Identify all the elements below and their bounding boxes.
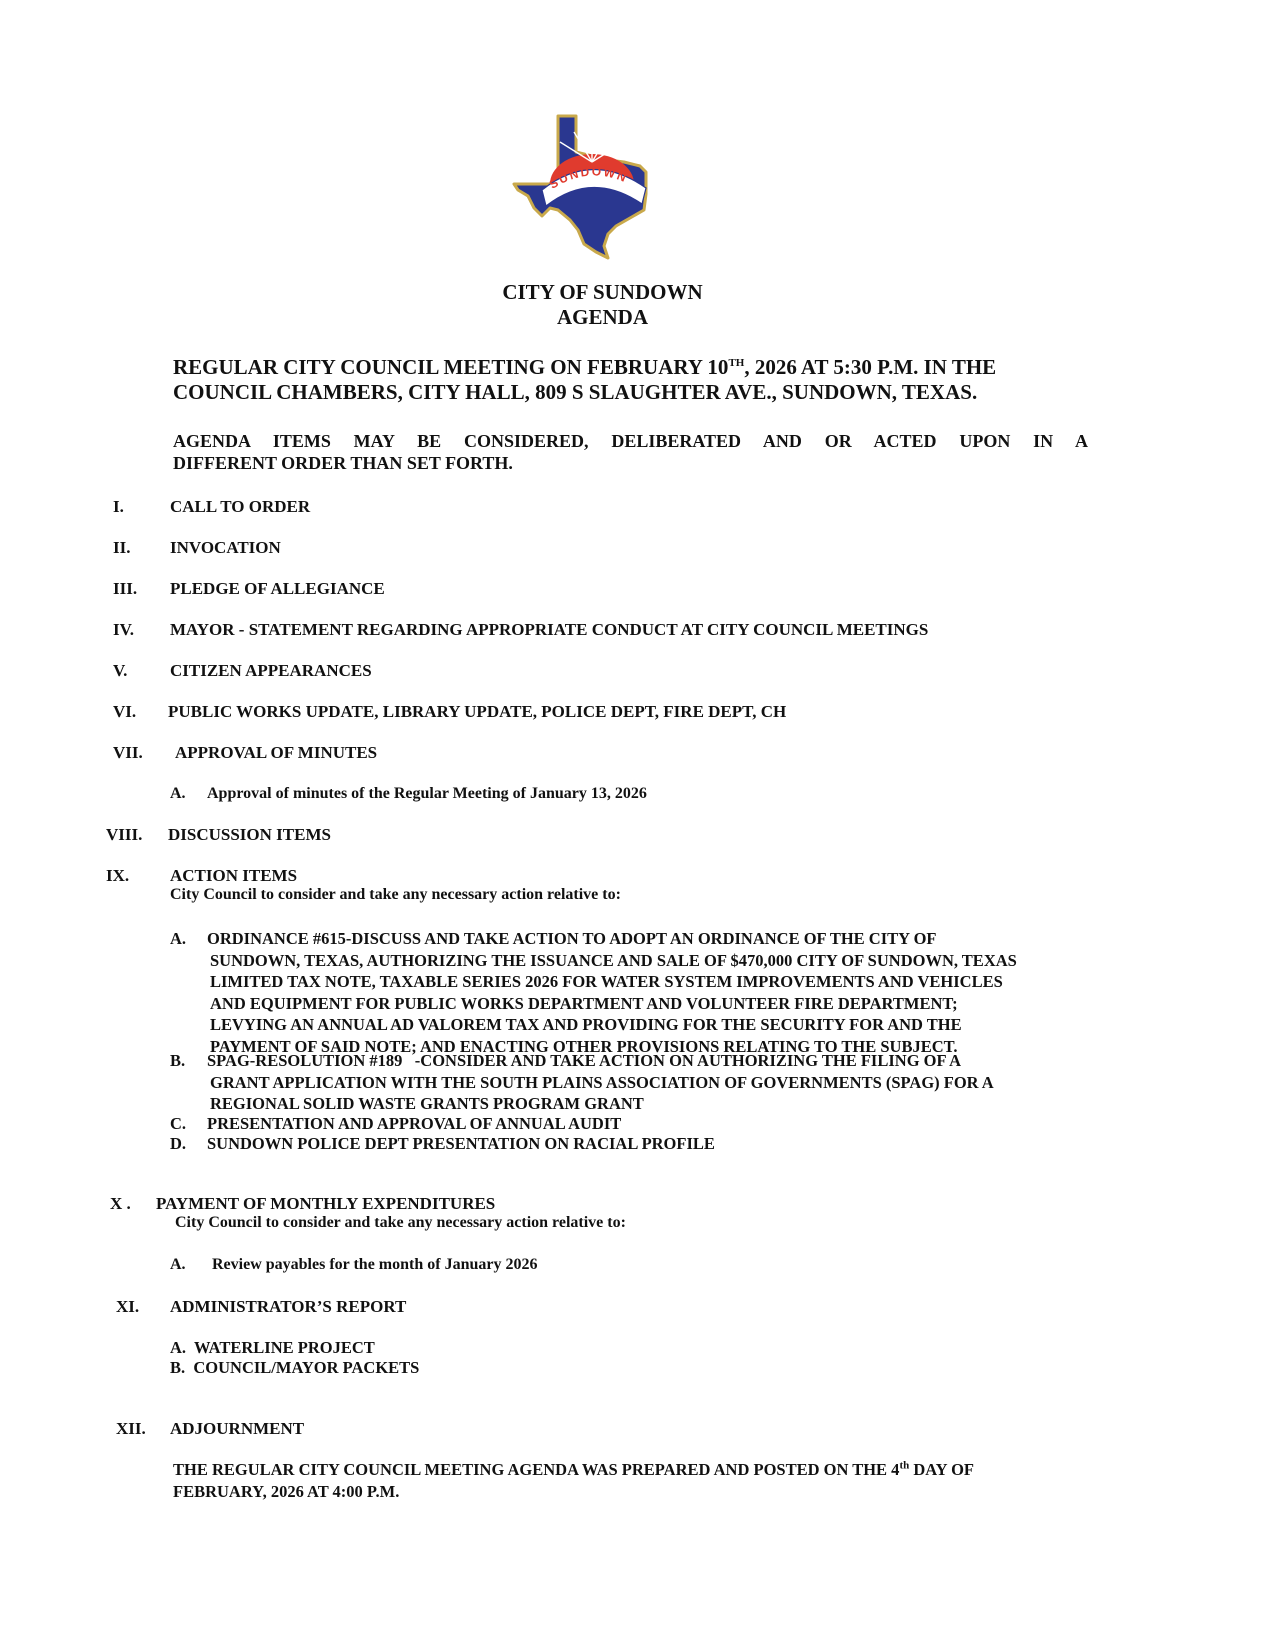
sub-letter: A. <box>170 929 187 948</box>
item-invocation: INVOCATION <box>170 538 281 557</box>
item-number: IX. <box>106 866 130 885</box>
meeting-line-1: REGULAR CITY COUNCIL MEETING ON FEBRUARY 10TH, 2026 AT 5:30 P.M. IN THE <box>173 355 997 379</box>
payables-review-item: Review payables for the month of January 2026 <box>212 1256 538 1273</box>
council-packets-item: B. COUNCIL/MAYOR PACKETS <box>170 1358 420 1377</box>
waterline-project-item: A. WATERLINE PROJECT <box>170 1338 375 1357</box>
city-logo <box>512 112 677 262</box>
item-number: VII. <box>113 743 143 762</box>
item-pledge: PLEDGE OF ALLEGIANCE <box>170 579 385 598</box>
annual-audit-item: PRESENTATION AND APPROVAL OF ANNUAL AUDIT <box>207 1114 622 1133</box>
item-number: IV. <box>113 620 134 639</box>
item-citizen-appearances: CITIZEN APPEARANCES <box>170 661 372 680</box>
racial-profile-item: SUNDOWN POLICE DEPT PRESENTATION ON RACIAL PROFILE <box>207 1134 715 1153</box>
item-number: X . <box>110 1194 131 1213</box>
item-call-to-order: CALL TO ORDER <box>170 497 311 516</box>
spag-resolution-text: SPAG-RESOLUTION #189 -CONSIDER AND TAKE ACTION ON AUTHORIZING THE FILING OF A GRANT APPLICATION WITH THE SOUTH PLAINS ASSOCIATION OF GOVERNMENTS (SPAG) FOR A REGIONAL SOLID WASTE GRANTS PROGRAM GRANT <box>207 1051 994 1113</box>
logo-text: SUNDOWN <box>546 164 630 192</box>
item-mayor-statement: MAYOR - STATEMENT REGARDING APPROPRIATE CONDUCT AT CITY COUNCIL MEETINGS <box>170 620 929 639</box>
item-monthly-expenditures: PAYMENT OF MONTHLY EXPENDITURES <box>156 1194 496 1213</box>
minutes-approval-item: Approval of minutes of the Regular Meeting of January 13, 2026 <box>207 785 647 802</box>
sub-letter: C. <box>170 1114 187 1133</box>
item-number: XII. <box>116 1419 146 1438</box>
item-adjournment: ADJOURNMENT <box>170 1419 305 1438</box>
sub-letter: B. <box>170 1051 186 1070</box>
notice-line-2: DIFFERENT ORDER THAN SET FORTH. <box>173 453 513 473</box>
meeting-line-2: COUNCIL CHAMBERS, CITY HALL, 809 S SLAUGHTER AVE., SUNDOWN, TEXAS. <box>173 380 978 404</box>
item-action-items: ACTION ITEMS <box>170 866 298 885</box>
posting-notice: THE REGULAR CITY COUNCIL MEETING AGENDA WAS PREPARED AND POSTED ON THE 4th DAY OF FEBRUARY, 2026 AT 4:00 P.M. <box>173 1459 975 1501</box>
sub-letter: D. <box>170 1134 187 1153</box>
item-number: XI. <box>116 1297 140 1316</box>
item-administrators-report: ADMINISTRATOR’S REPORT <box>170 1297 407 1316</box>
sub-letter: A. <box>170 1256 186 1273</box>
item-number: V. <box>113 661 128 680</box>
item-number: I. <box>113 497 124 516</box>
item-number: VIII. <box>106 825 143 844</box>
item-number: II. <box>113 538 131 557</box>
item-number: VI. <box>113 702 137 721</box>
notice-line-1: AGENDA ITEMS MAY BE CONSIDERED, DELIBERATED AND OR ACTED UPON IN A <box>173 431 1088 451</box>
ordinance-615-text: ORDINANCE #615-DISCUSS AND TAKE ACTION TO ADOPT AN ORDINANCE OF THE CITY OF SUNDOWN, TEXAS, AUTHORIZING THE ISSUANCE AND SALE OF $470,000 CITY OF SUNDOWN, TEXAS LIMITED TAX NOTE, TAXABLE SERIES 2026 FOR WATER SYSTEM IMPROVEMENTS AND VEHICLES AND EQUIPMENT FOR PUBLIC WORKS DEPARTMENT AND VOLUNTEER FIRE DEPARTMENT; LEVYING AN ANNUAL AD VALOREM TAX AND PROVIDING FOR THE SECURITY FOR AND THE PAYMENT OF SAID NOTE; AND ENACTING OTHER PROVISIONS RELATING TO THE SUBJECT. <box>207 929 1017 1056</box>
item-discussion: DISCUSSION ITEMS <box>168 825 331 844</box>
doc-type: AGENDA <box>556 305 648 329</box>
expenditures-intro: City Council to consider and take any necessary action relative to: <box>175 1214 626 1231</box>
item-number: III. <box>113 579 138 598</box>
sub-letter: A. <box>170 785 186 802</box>
item-updates: PUBLIC WORKS UPDATE, LIBRARY UPDATE, POLICE DEPT, FIRE DEPT, CH <box>168 702 787 721</box>
city-title: CITY OF SUNDOWN <box>502 280 703 304</box>
action-items-intro: City Council to consider and take any necessary action relative to: <box>170 886 621 903</box>
item-approval-of-minutes: APPROVAL OF MINUTES <box>175 743 378 762</box>
